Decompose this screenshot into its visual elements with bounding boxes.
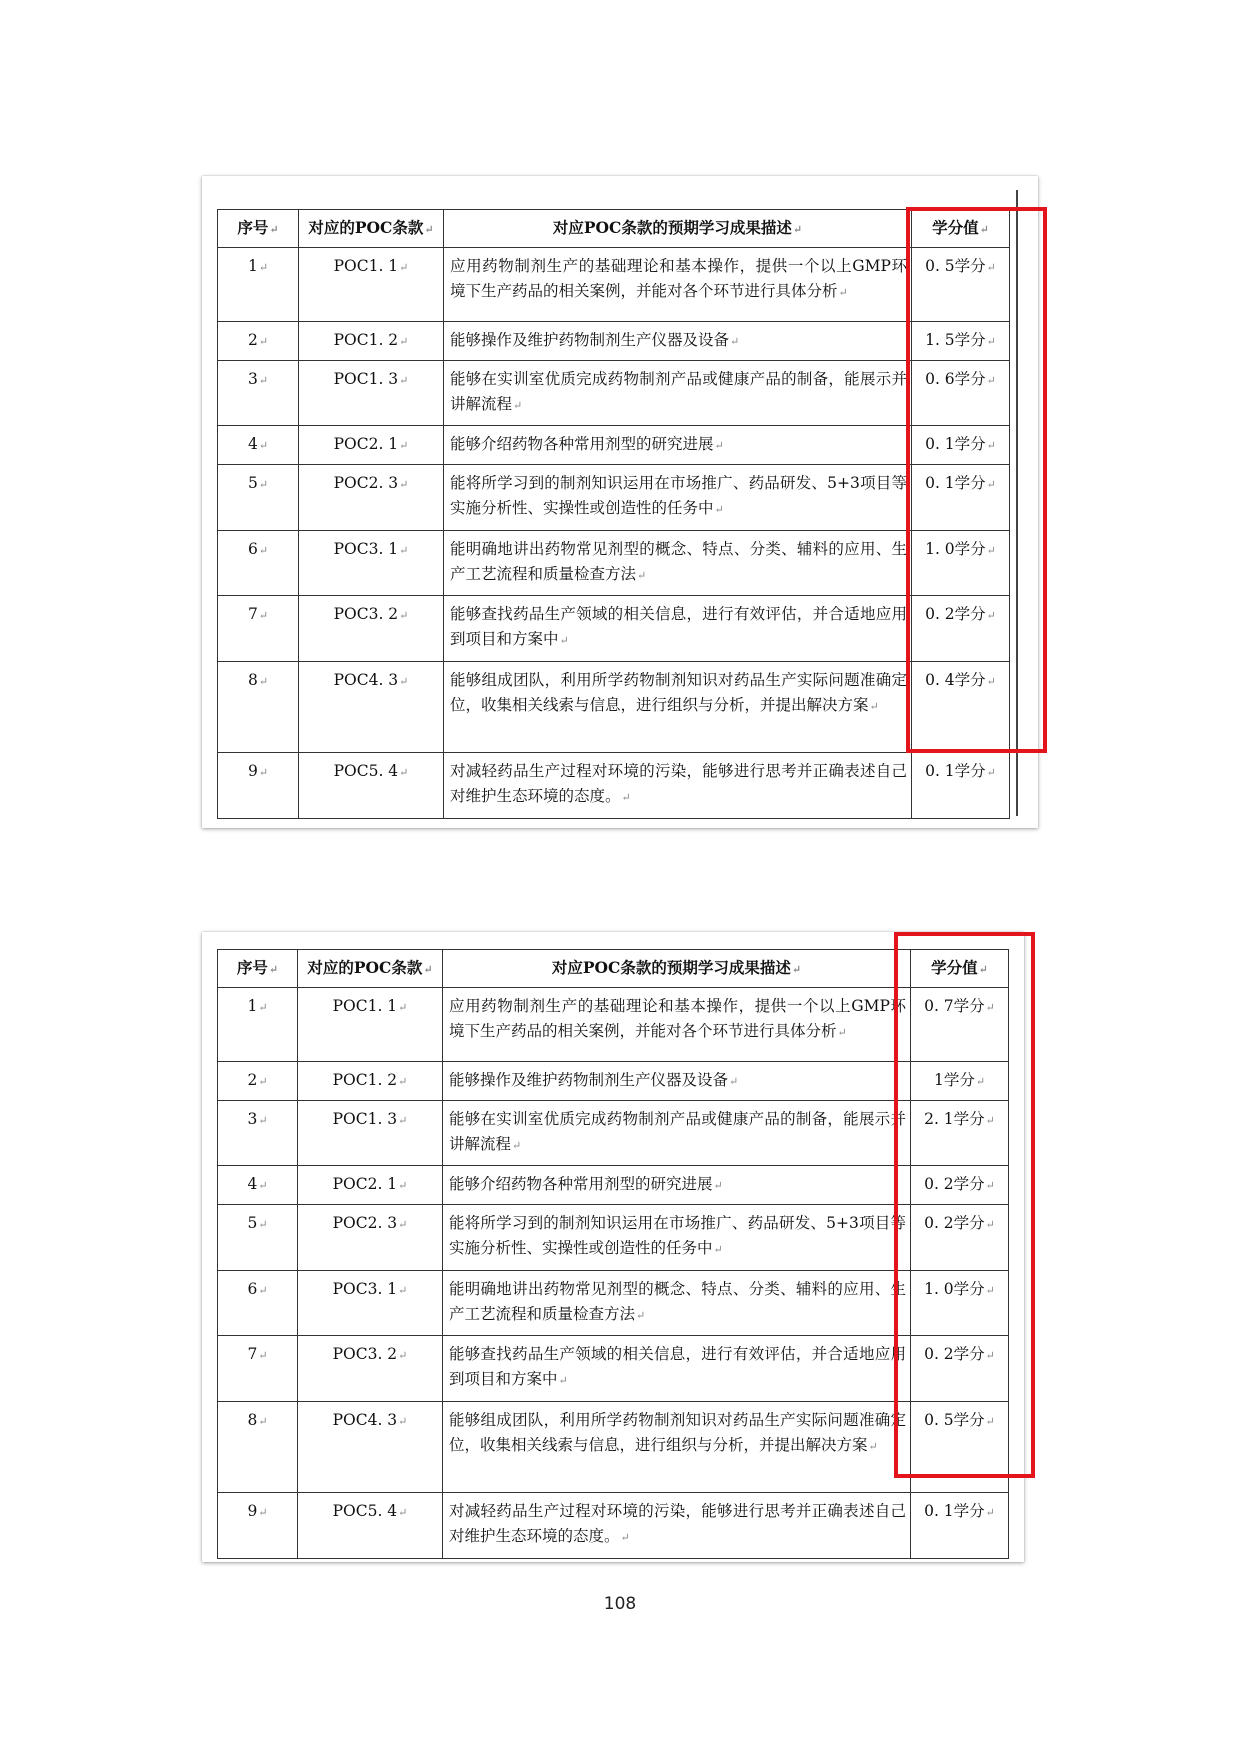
return-mark: ↵ [258,478,269,491]
return-mark: ↵ [399,261,409,274]
row-number-cell: 1↵ [218,988,298,1062]
credit-value-cell: 0. 2学分↵ [911,1166,1009,1205]
outcome-description-cell: 能够查找药品生产领域的相关信息，进行有效评估，并合适地应用到项目和方案中↵ [444,596,912,662]
return-mark: ↵ [258,374,269,387]
poc-clause-cell: POC1. 1↵ [298,988,443,1062]
return-mark: ↵ [621,791,631,804]
poc-clause-cell: POC1. 1↵ [299,248,444,322]
credit-value-cell: 0. 4学分↵ [912,662,1010,753]
return-mark: ↵ [868,1440,878,1453]
poc-clause-cell: POC2. 3↵ [299,465,444,531]
return-mark: ↵ [986,335,996,348]
return-mark: ↵ [713,1243,723,1256]
outcome-description-cell: 能够在实训室优质完成药物制剂产品或健康产品的制备，能展示并讲解流程↵ [443,1101,911,1166]
row-number-cell: 5↵ [218,1205,298,1271]
return-mark: ↵ [985,1415,995,1428]
return-mark: ↵ [399,335,409,348]
credit-value-cell: 0. 7学分↵ [911,988,1009,1062]
outcome-description-cell: 能明确地讲出药物常见剂型的概念、特点、分类、辅料的应用、生产工艺流程和质量检查方法↵ [443,1271,911,1336]
poc-clause-cell: POC1. 2↵ [298,1062,443,1101]
table-row [218,1205,1009,1271]
return-mark: ↵ [398,1179,408,1192]
row-number-cell: 2↵ [218,1062,298,1101]
return-mark: ↵ [986,374,996,387]
return-mark: ↵ [620,1531,630,1544]
return-mark: ↵ [986,544,996,557]
return-mark: ↵ [398,1506,408,1519]
credit-value-cell: 2. 1学分↵ [911,1101,1009,1166]
credit-value-cell: 0. 2学分↵ [911,1336,1009,1402]
outcome-description-cell: 能将所学习到的制剂知识运用在市场推广、药品研发、5+3项目等实施分析性、实操性或创造性的任务中↵ [444,465,912,531]
poc-clause-cell: POC3. 2↵ [299,596,444,662]
return-mark: ↵ [985,1114,995,1127]
outcome-description-cell: 应用药物制剂生产的基础理论和基本操作，提供一个以上GMP环境下生产药品的相关案例，并能对各个环节进行具体分析↵ [443,988,911,1062]
return-mark: ↵ [869,700,879,713]
return-mark: ↵ [558,1374,568,1387]
outcome-description-cell: 对减轻药品生产过程对环境的污染，能够进行思考并正确表述自己对维护生态环境的态度。↵ [444,753,912,819]
return-mark: ↵ [258,766,269,779]
header-no: 序号↵ [218,210,299,248]
return-mark: ↵ [258,1075,268,1088]
header-row [218,210,1010,248]
table-row [218,596,1010,662]
return-mark: ↵ [398,1284,408,1297]
credit-value-cell: 1. 5学分↵ [912,322,1010,361]
return-mark: ↵ [398,1114,408,1127]
outcome-description-cell: 能将所学习到的制剂知识运用在市场推广、药品研发、5+3项目等实施分析性、实操性或创造性的任务中↵ [443,1205,911,1271]
credit-value-cell: 1. 0学分↵ [912,531,1010,596]
table-row [218,1062,1009,1101]
return-mark: ↵ [714,439,724,452]
outcome-description-cell: 能够介绍药物各种常用剂型的研究进展↵ [444,426,912,465]
row-number-cell: 4↵ [218,426,299,465]
header-poc: 对应的POC条款↵ [298,950,443,988]
return-mark: ↵ [838,286,848,299]
credit-value-cell: 0. 6学分↵ [912,361,1010,426]
table-row [218,662,1010,753]
return-mark: ↵ [258,335,269,348]
return-mark: ↵ [399,374,409,387]
return-mark: ↵ [985,1001,995,1014]
return-mark: ↵ [398,1075,408,1088]
outcome-description-cell: 对减轻药品生产过程对环境的污染，能够进行思考并正确表述自己对维护生态环境的态度。↵ [443,1493,911,1559]
outcome-description-cell: 能够查找药品生产领域的相关信息，进行有效评估，并合适地应用到项目和方案中↵ [443,1336,911,1402]
outcome-description-cell: 能明确地讲出药物常见剂型的概念、特点、分类、辅料的应用、生产工艺流程和质量检查方法↵ [444,531,912,596]
table-row [218,753,1010,819]
page-number: 108 [603,1594,637,1614]
return-mark: ↵ [975,1075,986,1088]
outcome-description-cell: 能够在实训室优质完成药物制剂产品或健康产品的制备，能展示并讲解流程↵ [444,361,912,426]
return-mark: ↵ [637,569,647,582]
return-mark: ↵ [258,1415,268,1428]
table-row [218,1166,1009,1205]
credit-table-after [217,949,1009,1559]
poc-clause-cell: POC1. 2↵ [299,322,444,361]
return-mark: ↵ [398,1218,408,1231]
row-number-cell: 6↵ [218,531,299,596]
return-mark: ↵ [399,544,409,557]
return-mark: ↵ [985,1284,995,1297]
return-mark: ↵ [985,1349,995,1362]
poc-clause-cell: POC2. 1↵ [299,426,444,465]
return-mark: ↵ [559,634,569,647]
poc-clause-cell: POC2. 3↵ [298,1205,443,1271]
table-row [218,1101,1009,1166]
return-mark: ↵ [399,439,409,452]
row-number-cell: 8↵ [218,662,299,753]
return-mark: ↵ [986,478,996,491]
row-number-cell: 3↵ [218,1101,298,1166]
return-mark: ↵ [398,1415,408,1428]
row-number-cell: 3↵ [218,361,299,426]
return-mark: ↵ [837,1026,847,1039]
return-mark: ↵ [258,1284,268,1297]
return-mark: ↵ [258,1506,268,1519]
return-mark: ↵ [258,544,269,557]
table-row [218,1271,1009,1336]
poc-clause-cell: POC1. 3↵ [298,1101,443,1166]
poc-clause-cell: POC5. 4↵ [298,1493,443,1559]
row-number-cell: 1↵ [218,248,299,322]
return-mark: ↵ [258,1179,268,1192]
poc-clause-cell: POC4. 3↵ [299,662,444,753]
return-mark: ↵ [258,1349,268,1362]
return-mark: ↵ [986,766,996,779]
credit-value-cell: 1学分↵ [911,1062,1009,1101]
return-mark: ↵ [399,675,409,688]
table-row [218,426,1010,465]
return-mark: ↵ [258,439,269,452]
return-mark: ↵ [258,1114,268,1127]
return-mark: ↵ [985,1179,995,1192]
return-mark: ↵ [398,1001,408,1014]
return-mark: ↵ [258,609,269,622]
return-mark: ↵ [399,478,409,491]
return-mark: ↵ [730,335,740,348]
header-desc: 对应POC条款的预期学习成果描述↵ [444,210,912,248]
return-mark: ↵ [729,1075,739,1088]
return-mark: ↵ [636,1309,646,1322]
header-row [218,950,1009,988]
outcome-description-cell: 能够组成团队，利用所学药物制剂知识对药品生产实际问题准确定位，收集相关线索与信息，进行组织与分析，并提出解决方案↵ [443,1402,911,1493]
outcome-description-cell: 应用药物制剂生产的基础理论和基本操作，提供一个以上GMP环境下生产药品的相关案例，并能对各个环节进行具体分析↵ [444,248,912,322]
highlight-box-after [894,932,1035,1478]
outcome-description-cell: 能够组成团队，利用所学药物制剂知识对药品生产实际问题准确定位，收集相关线索与信息，进行组织与分析，并提出解决方案↵ [444,662,912,753]
return-mark: ↵ [986,675,996,688]
return-mark: ↵ [713,1179,723,1192]
return-mark: ↵ [985,1506,995,1519]
return-mark: ↵ [512,1139,522,1152]
credit-table-before [217,209,1010,819]
table-row [218,248,1010,322]
return-mark: ↵ [714,503,724,516]
poc-clause-cell: POC3. 2↵ [298,1336,443,1402]
outcome-description-cell: 能够介绍药物各种常用剂型的研究进展↵ [443,1166,911,1205]
row-number-cell: 9↵ [218,753,299,819]
highlight-box-before [906,207,1047,753]
table-row [218,1402,1009,1493]
credit-value-cell: 0. 5学分↵ [911,1402,1009,1493]
return-mark: ↵ [985,1218,995,1231]
table-row [218,465,1010,531]
row-number-cell: 7↵ [218,1336,298,1402]
header-no: 序号↵ [218,950,298,988]
outcome-description-cell: 能够操作及维护药物制剂生产仪器及设备↵ [443,1062,911,1101]
return-mark: ↵ [986,439,996,452]
credit-value-cell: 0. 2学分↵ [911,1205,1009,1271]
table-row [218,1493,1009,1559]
table-row [218,361,1010,426]
credit-value-cell: 1. 0学分↵ [911,1271,1009,1336]
credit-value-cell: 0. 1学分↵ [911,1493,1009,1559]
return-mark: ↵ [258,261,269,274]
return-mark: ↵ [986,609,996,622]
return-mark: ↵ [399,766,409,779]
return-mark: ↵ [258,1001,268,1014]
table-row [218,322,1010,361]
row-number-cell: 2↵ [218,322,299,361]
poc-clause-cell: POC3. 1↵ [298,1271,443,1336]
row-number-cell: 4↵ [218,1166,298,1205]
row-number-cell: 9↵ [218,1493,298,1559]
return-mark: ↵ [513,399,523,412]
row-number-cell: 5↵ [218,465,299,531]
header-desc: 对应POC条款的预期学习成果描述↵ [443,950,911,988]
return-mark: ↵ [399,609,409,622]
header-poc: 对应的POC条款↵ [299,210,444,248]
poc-clause-cell: POC4. 3↵ [298,1402,443,1493]
poc-clause-cell: POC5. 4↵ [299,753,444,819]
poc-clause-cell: POC1. 3↵ [299,361,444,426]
credit-value-cell: 0. 1学分↵ [912,465,1010,531]
header-credit: 学分值↵ [911,950,1009,988]
table-row [218,531,1010,596]
row-number-cell: 6↵ [218,1271,298,1336]
return-mark: ↵ [986,261,996,274]
credit-value-cell: 0. 2学分↵ [912,596,1010,662]
outcome-description-cell: 能够操作及维护药物制剂生产仪器及设备↵ [444,322,912,361]
credit-value-cell: 0. 1学分↵ [912,426,1010,465]
return-mark: ↵ [398,1349,408,1362]
credit-value-cell: 0. 1学分↵ [912,753,1010,819]
row-number-cell: 7↵ [218,596,299,662]
row-number-cell: 8↵ [218,1402,298,1493]
table-row [218,1336,1009,1402]
credit-value-cell: 0. 5学分↵ [912,248,1010,322]
header-credit: 学分值↵ [912,210,1010,248]
return-mark: ↵ [258,1218,268,1231]
poc-clause-cell: POC3. 1↵ [299,531,444,596]
poc-clause-cell: POC2. 1↵ [298,1166,443,1205]
return-mark: ↵ [258,675,269,688]
table-row [218,988,1009,1062]
